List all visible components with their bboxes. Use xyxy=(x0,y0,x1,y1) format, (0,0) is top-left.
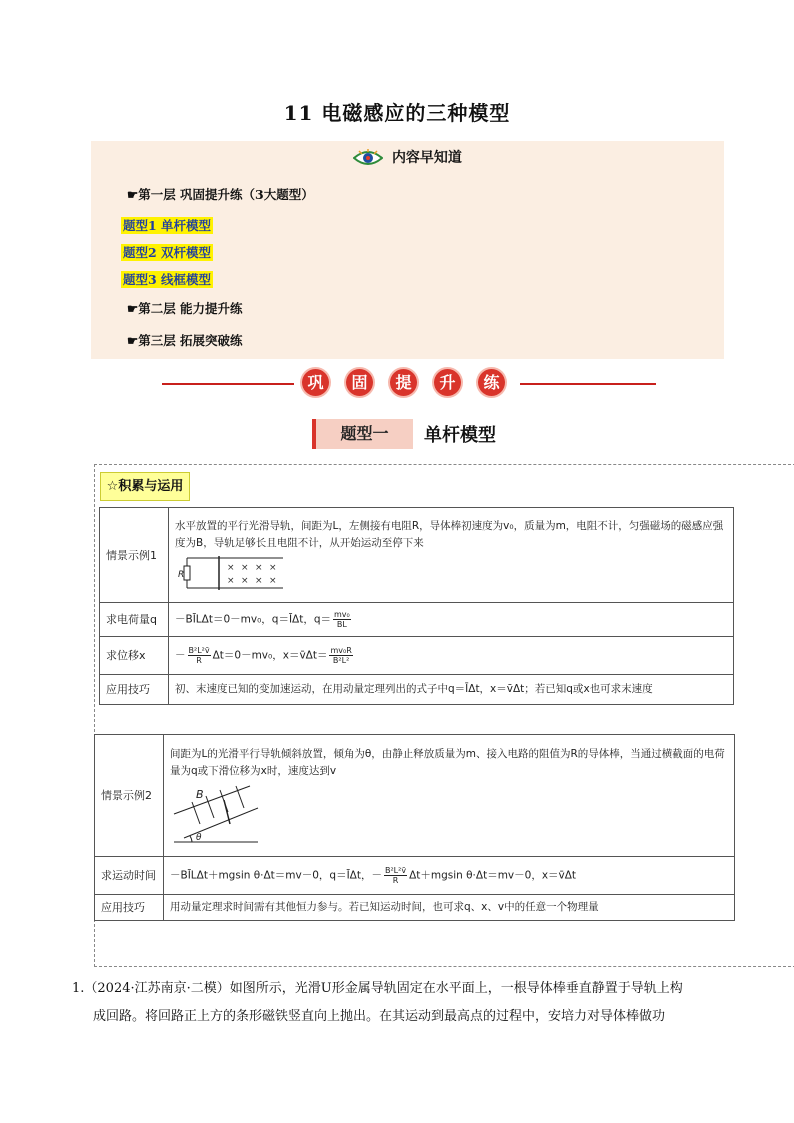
question-line-2: 成回路。将回路正上方的条形磁铁竖直向上抛出。在其运动到最高点的过程中，安培力对导体棒做功 xyxy=(93,1009,666,1024)
outline-level2: ☛第二层 能力提升练 xyxy=(127,301,243,316)
row-label: 求运动时间 xyxy=(95,857,164,895)
row-label: 求位移x xyxy=(100,637,169,675)
row-label: 应用技巧 xyxy=(95,895,164,921)
resistor-label: R xyxy=(178,570,185,580)
example-text: 间距为L的光滑平行导轨倾斜放置，倾角为θ，由静止释放质量为m、接入电路的阻值为R的导体棒，当通过横截面的电荷量为q或下滑位移为x时，速度达到v xyxy=(170,747,725,777)
outline-type-2: 题型2 双杆模型 xyxy=(123,245,212,260)
example-cell xyxy=(169,508,734,603)
banner-char-2: 固 xyxy=(346,369,373,396)
outline-type-1: 题型1 单杆模型 xyxy=(123,218,212,233)
page-title: 11 电磁感应的三种模型 xyxy=(283,101,511,125)
angle-label: θ xyxy=(196,832,202,843)
svg-text:×: × xyxy=(241,563,249,573)
outline-level1: ☛第一层 巩固提升练（3大题型） xyxy=(127,187,314,202)
svg-text:×: × xyxy=(269,576,277,586)
banner-char-3: 提 xyxy=(390,369,417,396)
outline-box xyxy=(91,141,724,359)
banner-line-right xyxy=(520,383,656,385)
svg-text:×: × xyxy=(227,576,235,586)
svg-text:×: × xyxy=(269,563,277,573)
outline-level3: ☛第三层 拓展突破练 xyxy=(127,333,243,348)
formula-cell: －BĪLΔt＋mgsin θ·Δt＝mv－0，q＝ĪΔt，－ $\frac{\text{B²L²v̄}}{R}$ Δt＋mgsin θ·Δt＝mv－0，x＝v̄Δt xyxy=(164,857,735,895)
banner-line-left xyxy=(162,383,294,385)
example-cell xyxy=(164,735,735,857)
formula-cell: － $\frac{\text{B²L²v̄}}{R}$ Δt＝0－mv₀，x＝v̄Δt＝ $\frac{\text{mv₀R}}{\text{B²L²}}$ xyxy=(169,637,734,675)
knowledge-tag: ☆积累与运用 xyxy=(100,472,190,501)
tip-cell: 用动量定理求时间需有其他恒力参与。若已知运动时间，也可求q、x、v中的任意一个物理量 xyxy=(164,895,735,921)
svg-text:×: × xyxy=(241,576,249,586)
question-1 xyxy=(72,975,742,1031)
row-label: 情景示例2 xyxy=(95,735,164,857)
example-text: 水平放置的平行光滑导轨，间距为L，左侧接有电阻R，导体棒初速度为v₀，质量为m，电阻不计，匀强磁场的磁感应强度为B，导轨足够长且电阻不计，从开始运动至停下来 xyxy=(175,520,724,549)
question-line-1: 1.（2024·江苏南京·二模）如图所示，光滑U形金属导轨固定在水平面上，一根导体棒垂直静置于导轨上构 xyxy=(72,981,683,996)
section-title: 单杆模型 xyxy=(424,425,496,446)
formula-cell: －BĪLΔt＝0－mv₀，q＝ĪΔt，q＝ $\frac{\text{mv₀}}{BL}$ xyxy=(169,603,734,637)
svg-text:×: × xyxy=(255,576,263,586)
field-crosses xyxy=(227,563,277,586)
section-badge: 题型一 xyxy=(312,419,413,449)
row-label: 应用技巧 xyxy=(100,675,169,705)
row-label: 情景示例1 xyxy=(100,508,169,603)
tip-cell: 初、末速度已知的变加速运动，在用动量定理列出的式子中q＝ĪΔt，x＝v̄Δt；若已知q或x也可求末速度 xyxy=(169,675,734,705)
outline-heading: 内容早知道 xyxy=(91,147,724,167)
example-table-1 xyxy=(99,507,734,705)
example-table-2 xyxy=(94,734,735,921)
banner-char-1: 巩 xyxy=(302,369,329,396)
rail-circuit-figure xyxy=(175,554,285,592)
svg-text:×: × xyxy=(255,563,263,573)
eye-icon xyxy=(353,149,383,167)
outline-type-3: 题型3 线框模型 xyxy=(123,272,212,287)
row-label: 求电荷量q xyxy=(100,603,169,637)
svg-text:×: × xyxy=(227,563,235,573)
banner-char-5: 练 xyxy=(478,369,505,396)
banner-char-4: 升 xyxy=(434,369,461,396)
field-label: B xyxy=(196,787,204,801)
incline-figure xyxy=(170,784,262,846)
